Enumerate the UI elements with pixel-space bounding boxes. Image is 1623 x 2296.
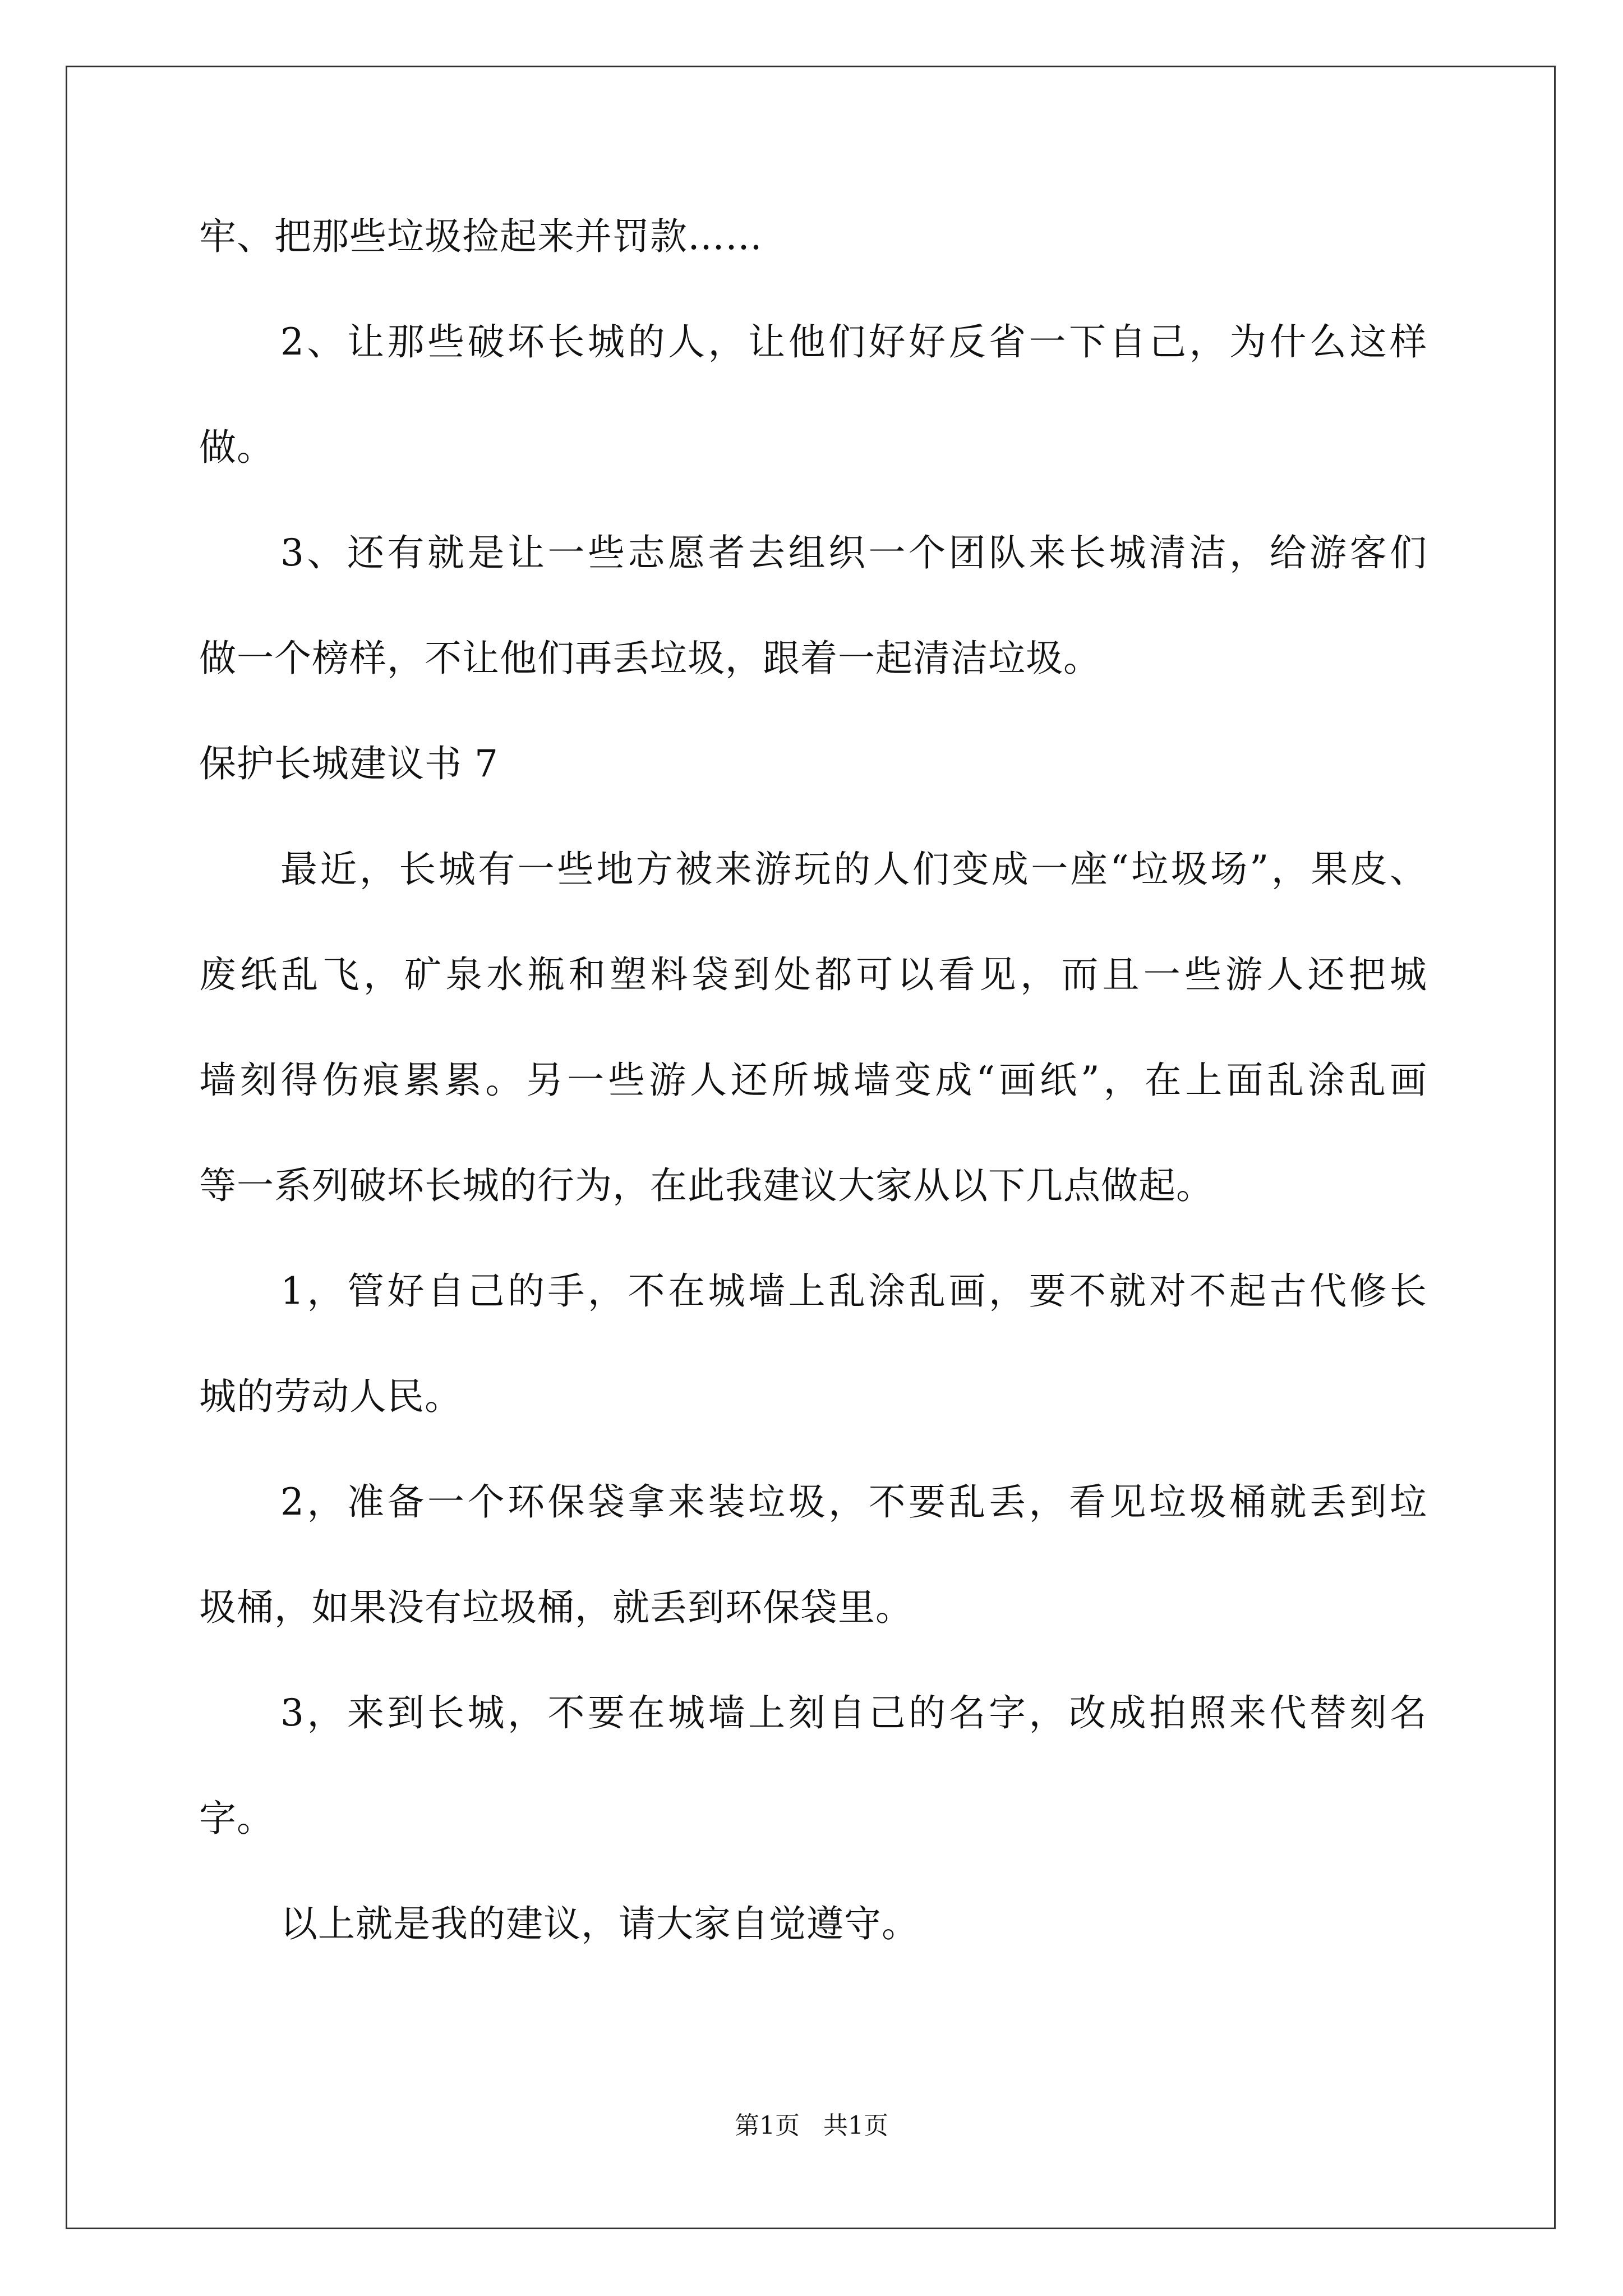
text-line: 做一个榜样，不让他们再丢垃圾，跟着一起清洁垃圾。	[199, 637, 1101, 680]
text-line: 以上就是我的建议，请大家自觉遵守。	[280, 1902, 919, 1945]
text-line: 3、还有就是让一些志愿者去组织一个团队来长城清洁，给游客们	[280, 531, 1427, 574]
text-line: 3，来到长城，不要在城墙上刻自己的名字，改成拍照来代替刻名	[280, 1691, 1427, 1734]
page-footer	[0, 2110, 1623, 2142]
section-heading: 保护长城建议书 7	[199, 742, 499, 785]
page-total: 共1页	[823, 2111, 888, 2140]
text-line: 2，准备一个环保袋拿来装垃圾，不要乱丢，看见垃圾桶就丢到垃	[280, 1480, 1427, 1524]
page-number: 第1页	[735, 2111, 800, 2140]
text-line: 等一系列破坏长城的行为，在此我建议大家从以下几点做起。	[199, 1164, 1214, 1207]
text-line: 牢、把那些垃圾捡起来并罚款……	[199, 215, 763, 258]
text-line: 墙刻得伤痕累累。另一些游人还所城墙变成“画纸”，在上面乱涂乱画	[199, 1059, 1427, 1102]
text-line: 1，管好自己的手，不在城墙上乱涂乱画，要不就对不起古代修长	[280, 1269, 1427, 1313]
text-line: 做。	[199, 426, 274, 469]
text-line: 2、让那些破坏长城的人，让他们好好反省一下自己，为什么这样	[280, 320, 1427, 364]
text-line: 最近，长城有一些地方被来游玩的人们变成一座“垃圾场”，果皮、	[280, 848, 1427, 891]
text-line: 圾桶，如果没有垃圾桶，就丢到环保袋里。	[199, 1586, 913, 1629]
text-line: 字。	[199, 1797, 274, 1840]
text-line: 废纸乱飞，矿泉水瓶和塑料袋到处都可以看见，而且一些游人还把城	[199, 953, 1427, 996]
text-line: 城的劳动人民。	[199, 1375, 462, 1418]
